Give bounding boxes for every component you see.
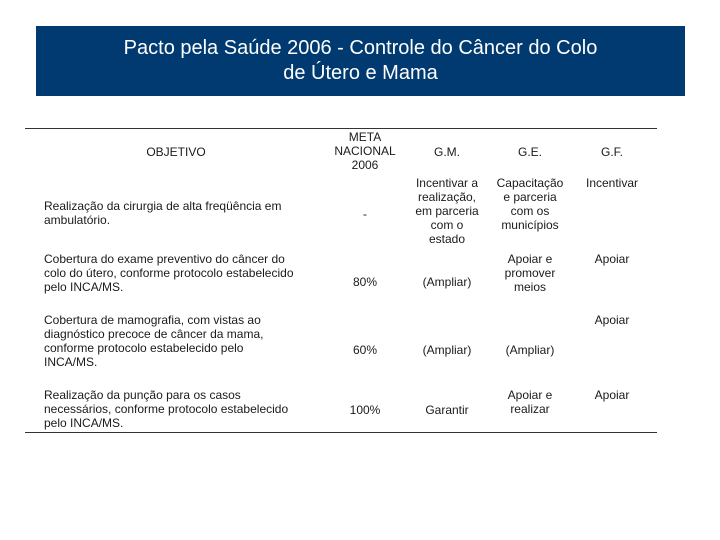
row1-meta: - xyxy=(363,207,367,221)
row1-ge: Capacitação e parceria com os municípios xyxy=(496,176,564,232)
row4-gm: Garantir xyxy=(425,403,469,417)
table-top-rule xyxy=(25,128,657,129)
slide-title-line-2: de Útero e Mama xyxy=(283,62,438,84)
row3-meta: 60% xyxy=(352,343,378,357)
row4-gf: Apoiar xyxy=(594,388,630,402)
row2-gf: Apoiar xyxy=(594,252,630,266)
slide-title-banner xyxy=(36,26,685,96)
row2-objetivo: Cobertura do exame preventivo do câncer do colo do útero, conforme protocolo estabelecido pelo INCA/MS. xyxy=(44,252,294,294)
row3-gf: Apoiar xyxy=(594,313,630,327)
row4-ge: Apoiar e realizar xyxy=(507,388,553,416)
row4-meta: 100% xyxy=(349,403,381,417)
row4-objetivo: Realização da punção para os casos necessários, conforme protocolo estabelecido pelo INCA/MS. xyxy=(44,388,289,430)
header-objetivo: OBJETIVO xyxy=(146,145,206,159)
row3-ge: (Ampliar) xyxy=(505,343,555,357)
row1-objetivo: Realização da cirurgia de alta freqüência em ambulatório. xyxy=(44,199,282,227)
slide-title-line-1: Pacto pela Saúde 2006 - Controle do Câncer do Colo xyxy=(123,37,598,59)
header-meta-nacional: META NACIONAL 2006 xyxy=(334,130,396,172)
row2-gm: (Ampliar) xyxy=(422,275,472,289)
header-gm: G.M. xyxy=(434,145,460,159)
header-ge: G.E. xyxy=(517,145,542,159)
row1-gf: Incentivar xyxy=(585,176,639,190)
row2-meta: 80% xyxy=(352,275,378,289)
row2-ge: Apoiar e promover meios xyxy=(504,252,556,294)
row3-gm: (Ampliar) xyxy=(422,343,472,357)
header-gf: G.F. xyxy=(600,145,623,159)
table-bottom-rule xyxy=(25,432,657,433)
row1-gm: Incentivar a realização, em parceria com o estado xyxy=(415,176,479,246)
row3-objetivo: Cobertura de mamografia, com vistas ao diagnóstico precoce de câncer da mama, conforme protocolo estabelecido pelo INCA/MS. xyxy=(44,313,264,369)
